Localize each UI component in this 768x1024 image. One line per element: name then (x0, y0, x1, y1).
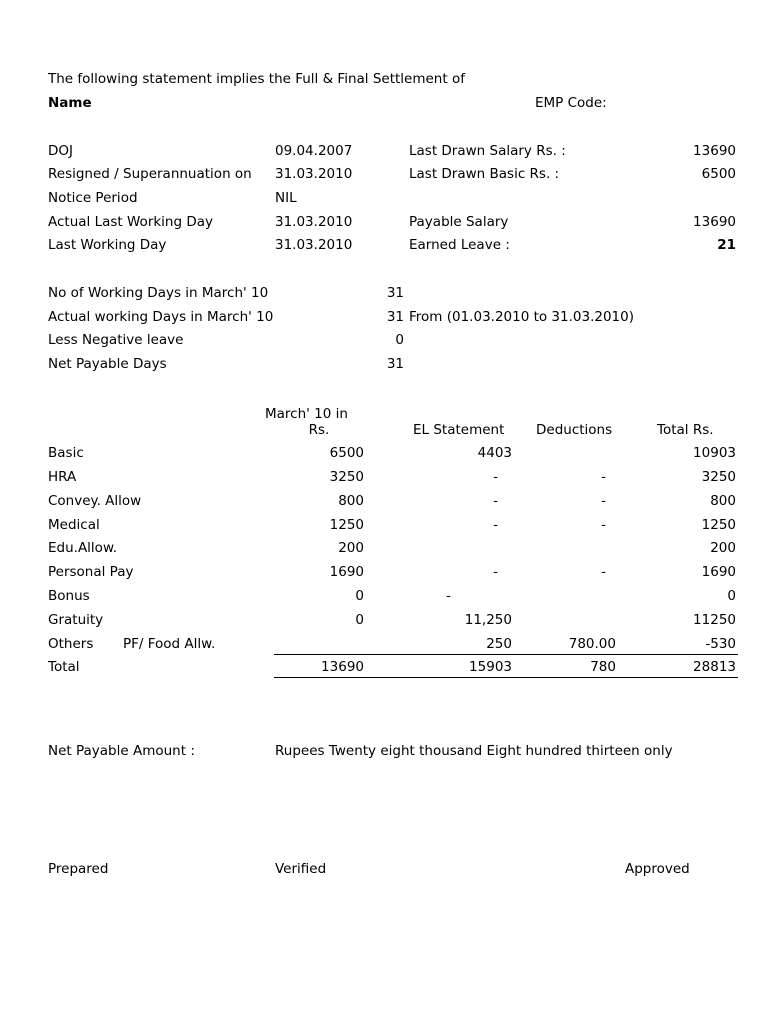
row-total-bonus: 0 (727, 588, 736, 604)
last-drawn-salary-label: Last Drawn Salary Rs. : (409, 143, 566, 159)
approved-label: Approved (625, 861, 690, 877)
row-label-personal-pay: Personal Pay (48, 564, 134, 580)
working-days-label: No of Working Days in March' 10 (48, 285, 269, 301)
row-label-edu: Edu.Allow. (48, 540, 118, 556)
last-working-day-label: Last Working Day (48, 237, 167, 253)
row-ded-convey: - (601, 493, 606, 509)
row-month-convey: 800 (338, 493, 364, 509)
total-label: Total (48, 659, 80, 675)
total-total: 28813 (693, 659, 736, 675)
row-total-basic: 10903 (693, 445, 736, 461)
row-el-personal-pay: - (493, 564, 498, 580)
row-el-gratuity: 11,250 (464, 612, 512, 628)
working-days-value: 31 (386, 285, 404, 301)
actual-last-working-day-value: 31.03.2010 (275, 214, 353, 230)
row-label-gratuity: Gratuity (48, 612, 104, 628)
row-el-convey: - (493, 493, 498, 509)
month-header-line2: Rs. (308, 422, 330, 438)
total-bottom-rule (274, 677, 738, 678)
resigned-label: Resigned / Superannuation on (48, 166, 252, 182)
last-drawn-basic-value: 6500 (701, 166, 736, 182)
verified-label: Verified (275, 861, 327, 877)
doj-label: DOJ (48, 143, 74, 159)
last-working-day-value: 31.03.2010 (275, 237, 353, 253)
negative-leave-label: Less Negative leave (48, 332, 184, 348)
payable-salary-value: 13690 (693, 214, 736, 230)
earned-leave-value: 21 (717, 237, 736, 253)
month-header-line1: March' 10 in (265, 406, 348, 422)
row-total-medical: 1250 (701, 517, 736, 533)
total-month: 13690 (321, 659, 364, 675)
row-sublabel-others: PF/ Food Allw. (123, 636, 216, 652)
row-label-bonus: Bonus (48, 588, 90, 604)
negative-leave-value: 0 (395, 332, 404, 348)
net-payable-value: Rupees Twenty eight thousand Eight hundred thirteen only (275, 743, 673, 759)
row-el-basic: 4403 (477, 445, 512, 461)
row-label-basic: Basic (48, 445, 84, 461)
payable-salary-label: Payable Salary (409, 214, 509, 230)
el-statement-header: EL Statement (413, 422, 505, 438)
row-total-others: -530 (705, 636, 736, 652)
row-total-hra: 3250 (701, 469, 736, 485)
total-ded: 780 (590, 659, 616, 675)
row-el-medical: - (493, 517, 498, 533)
row-month-gratuity: 0 (355, 612, 364, 628)
row-month-edu: 200 (338, 540, 364, 556)
row-ded-others: 780.00 (568, 636, 616, 652)
row-month-hra: 3250 (329, 469, 364, 485)
notice-period-label: Notice Period (48, 190, 138, 206)
name-label: Name (48, 95, 92, 111)
row-label-others: Others (48, 636, 94, 652)
last-drawn-basic-label: Last Drawn Basic Rs. : (409, 166, 560, 182)
row-month-bonus: 0 (355, 588, 364, 604)
intro-text: The following statement implies the Full & Final Settlement of (48, 71, 465, 87)
actual-working-days-label: Actual working Days in March' 10 (48, 309, 274, 325)
total-header: Total Rs. (657, 422, 714, 438)
notice-period-value: NIL (275, 190, 297, 206)
row-total-convey: 800 (710, 493, 736, 509)
row-ded-medical: - (601, 517, 606, 533)
row-total-edu: 200 (710, 540, 736, 556)
deductions-header: Deductions (536, 422, 613, 438)
total-top-rule (274, 654, 738, 655)
row-el-bonus: - (446, 588, 451, 604)
row-month-personal-pay: 1690 (329, 564, 364, 580)
row-el-others: 250 (486, 636, 512, 652)
doj-value: 09.04.2007 (275, 143, 353, 159)
row-ded-hra: - (601, 469, 606, 485)
actual-working-days-value: 31 (386, 309, 404, 325)
actual-working-days-note: From (01.03.2010 to 31.03.2010) (409, 309, 634, 325)
net-payable-label: Net Payable Amount : (48, 743, 195, 759)
actual-last-working-day-label: Actual Last Working Day (48, 214, 214, 230)
prepared-label: Prepared (48, 861, 109, 877)
row-label-medical: Medical (48, 517, 100, 533)
row-label-convey: Convey. Allow (48, 493, 142, 509)
row-ded-personal-pay: - (601, 564, 606, 580)
resigned-value: 31.03.2010 (275, 166, 353, 182)
row-label-hra: HRA (48, 469, 77, 485)
row-month-basic: 6500 (329, 445, 364, 461)
row-total-gratuity: 11250 (693, 612, 736, 628)
last-drawn-salary-value: 13690 (693, 143, 736, 159)
row-el-hra: - (493, 469, 498, 485)
total-el: 15903 (469, 659, 512, 675)
emp-code-label: EMP Code: (535, 95, 607, 111)
net-payable-days-value: 31 (386, 356, 404, 372)
net-payable-days-label: Net Payable Days (48, 356, 167, 372)
earned-leave-label: Earned Leave : (409, 237, 510, 253)
row-total-personal-pay: 1690 (701, 564, 736, 580)
row-month-medical: 1250 (329, 517, 364, 533)
